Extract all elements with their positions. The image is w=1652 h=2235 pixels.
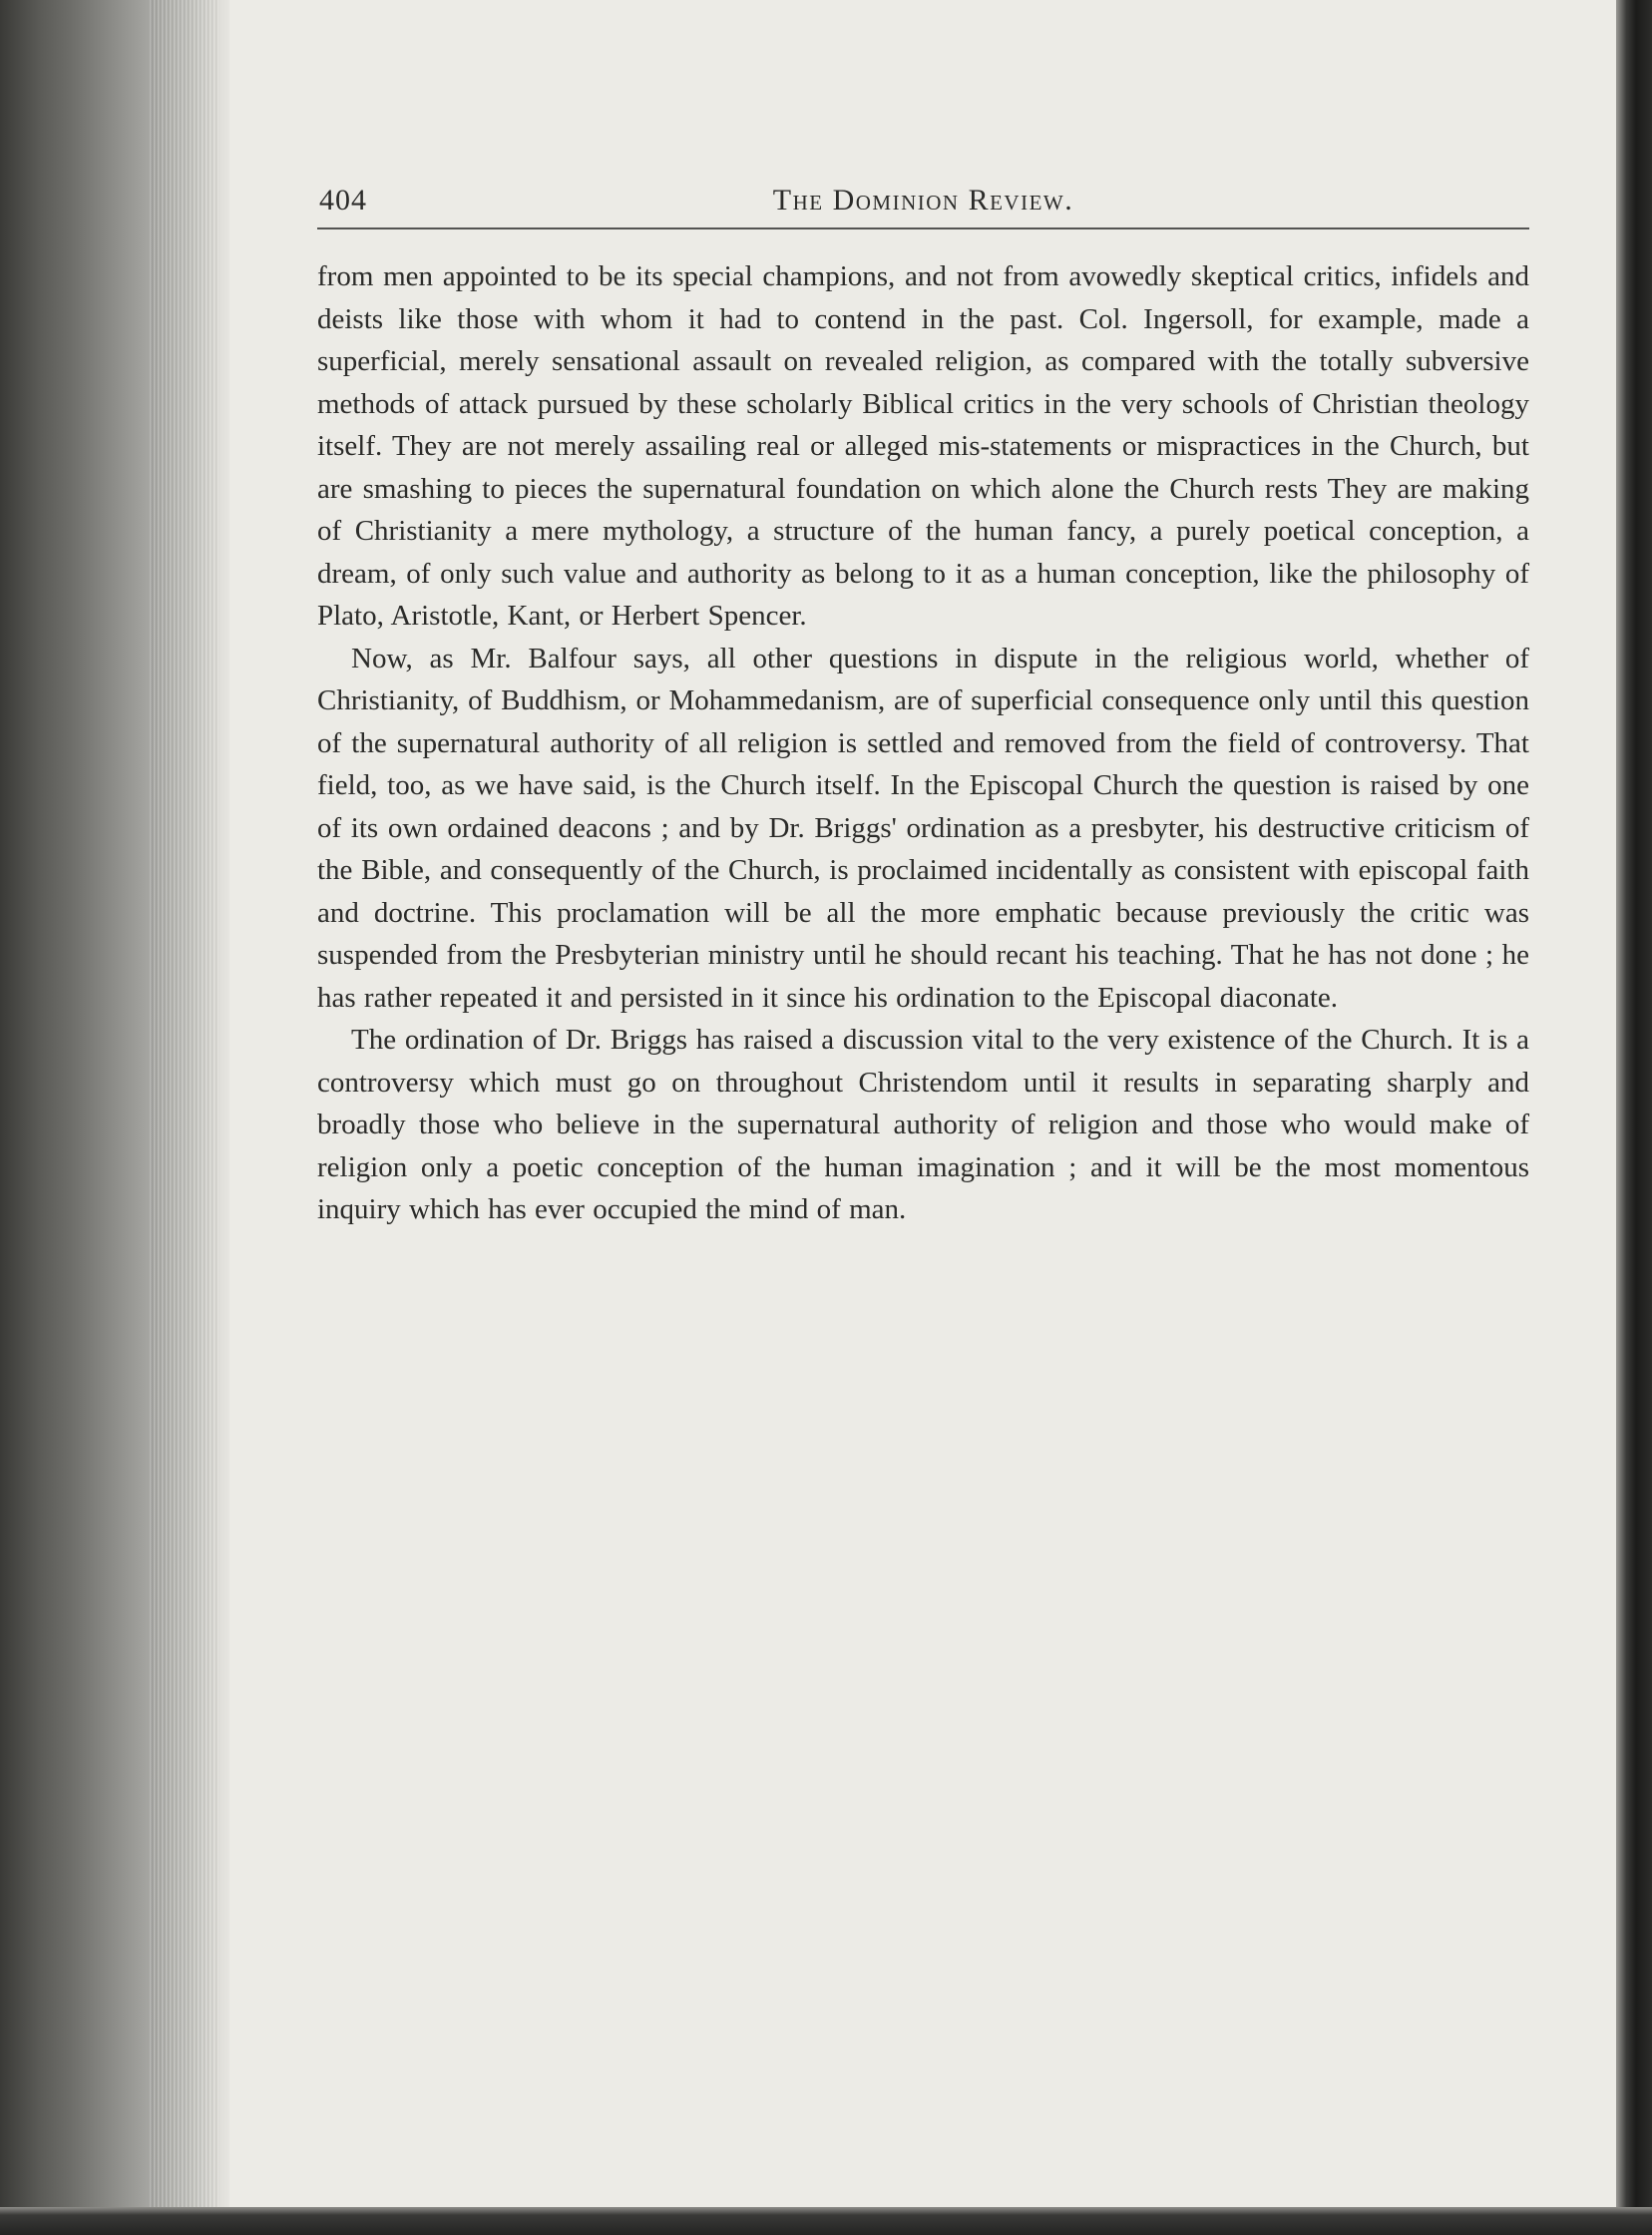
page-content <box>317 180 1529 1231</box>
paragraph-1: from men appointed to be its special champions, and not from avowedly skeptical critics, infidels and deists like those with whom it had to contend in the past. Col. Ingersoll, for example, made a superficial, merely sensational assault on revealed religion, as compared with the totally subversive methods of attack pursued by these scholarly Biblical critics in the very schools of Christian theology itself. They are not merely assailing real or alleged mis-statements or mispractices in the Church, but are smashing to pieces the supernatural foundation on which alone the Church rests They are making of Christianity a mere mythology, a structure of the human fancy, a purely poetical conception, a dream, of only such value and authority as belong to it as a human conception, like the philosophy of Plato, Aristotle, Kant, or Herbert Spencer. <box>317 260 1529 632</box>
page-edge-lines <box>150 0 219 2235</box>
right-page-edge <box>1616 0 1652 2235</box>
page-header <box>317 180 1529 225</box>
bottom-page-edge <box>0 2207 1652 2235</box>
paragraph-2: Now, as Mr. Balfour says, all other questions in dispute in the religious world, whether of Christianity, of Buddhism, or Mohammedanism, are of superficial consequence only until this question of the supernatural authority of all religion is settled and removed from the field of controversy. That field, too, as we have said, is the Church itself. In the Episcopal Church the question is raised by one of its own ordained deacons ; and by Dr. Briggs' ordination as a presbyter, his destructive criticism of the Bible, and consequently of the Church, is proclaimed incidentally as consistent with episcopal faith and doctrine. This proclamation will be all the more emphatic because previously the critic was suspended from the Presbyterian ministry until he should recant his teaching. That he has not done ; he has rather repeated it and persisted in it since his ordination to the Episcopal diaconate. <box>317 642 1529 1014</box>
running-title: The Dominion Review. <box>772 184 1074 217</box>
paragraph-3: The ordination of Dr. Briggs has raised a discussion vital to the very existence of the Church. It is a controversy which must go on throughout Christendom until it results in separating sharply and broadly those who believe in the supernatural authority of religion and those who would make of religion only a poetic conception of the human imagination ; and it will be the most momentous inquiry which has ever occupied the mind of man. <box>317 1024 1529 1225</box>
header-rule <box>317 227 1529 229</box>
body-text <box>317 255 1529 1231</box>
page-number: 404 <box>319 184 367 217</box>
